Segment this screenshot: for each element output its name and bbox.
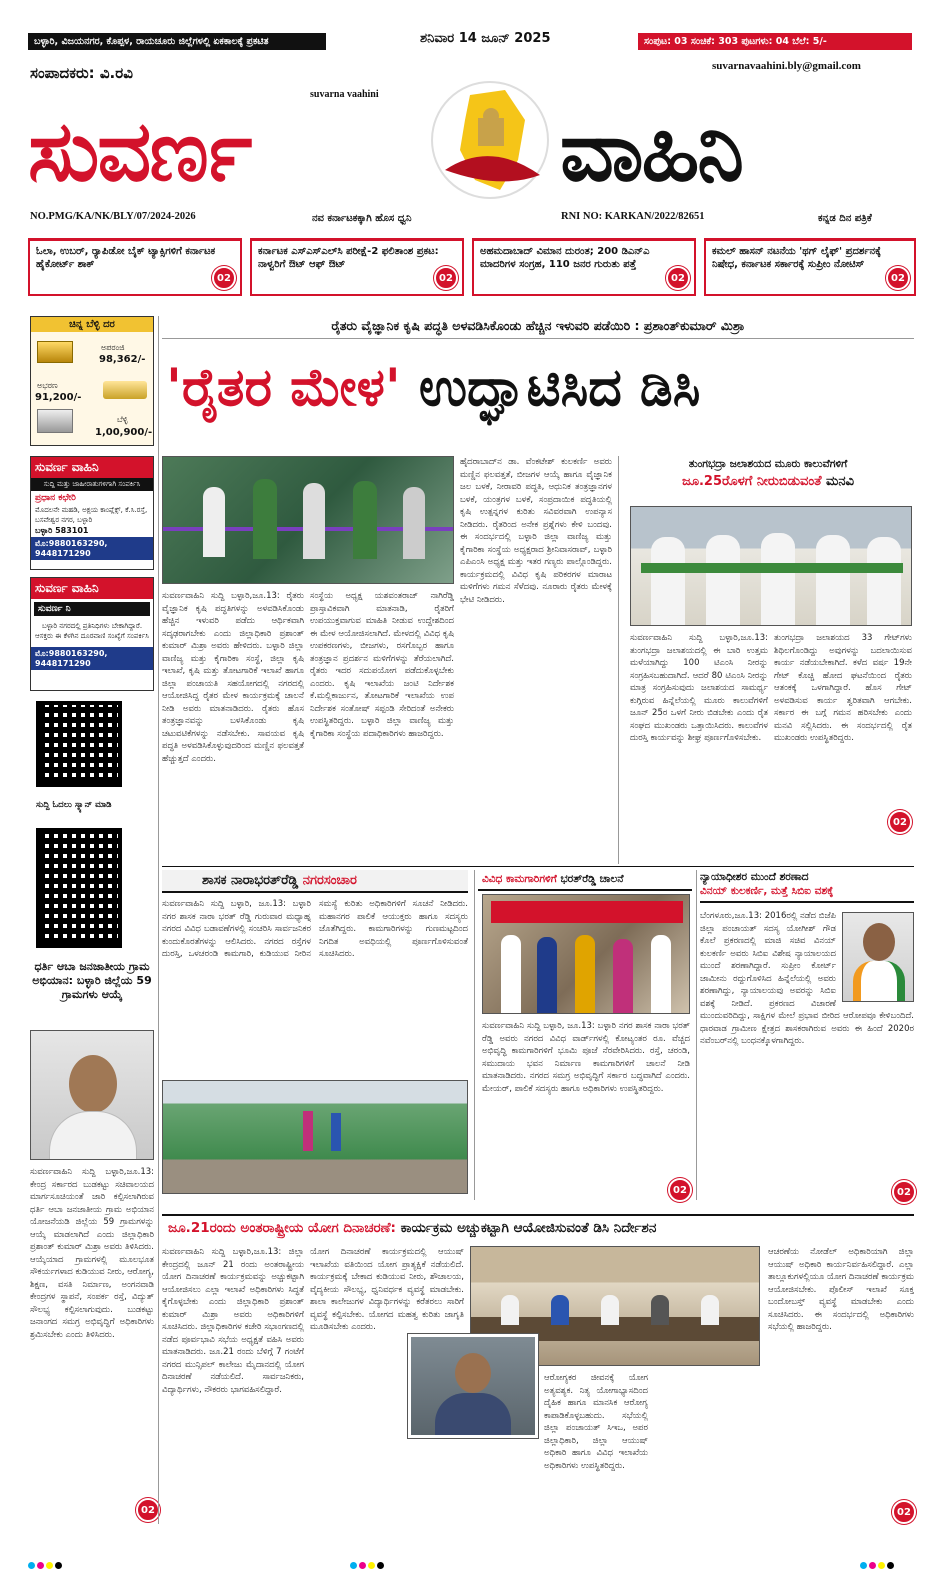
cmyk-marks-right xyxy=(860,1554,896,1573)
ad-phones: ಮೊ:9880163290, 9448171290 xyxy=(31,537,153,560)
tb-body-col2: ತುಂಗಭದ್ರಾ ಜಲಾಶಯದ 33 ಗೇಟ್‌ಗಳು ಶಿಥಿಲಗೊಂಡಿದ್ದು ಅವುಗಳನ್ನು ಬದಲಾಯಿಸುವ ಕಾರ್ಯ ನಡೆಯಬೇಕಾಗಿದೆ. ಕಳೆದ ವರ್ಷ 19ನೇ ಗೇಟ್ ಕೊಚ್ಚಿ ಹೋದ ಘಟನೆಯಿಂದ ರೈತರು ಆತಂಕಕ್ಕೆ ಒಳಗಾಗಿದ್ದಾರೆ. ಹೊಸ ಗೇಟ್ ಅಳವಡಿಸುವ ಕಾರ್ಯ ತ್ವರಿತವಾಗಿ ಆಗಬೇಕು. ಸರ್ಕಾರ ಈ ಬಗ್ಗೆ ಗಮನ ಹರಿಸಬೇಕು ಎಂದು ಮನವಿ ಸಲ್ಲಿಸಿದರು. ಈ ಸಂದರ್ಭದಲ್ಲಿ ರೈತ ಮುಖಂಡರು ಉಪಸ್ಥಿತರಿದ್ದರು. xyxy=(774,633,912,743)
silver-label: ಬೆಳ್ಳಿ xyxy=(117,415,128,424)
bharath-body: ಸುವರ್ಣವಾಹಿನಿ ಸುದ್ದಿ ಬಳ್ಳಾರಿ, ಜೂ.13: ಬಳ್ಳಾರಿ ನಗರ ಶಾಸಕ ನಾರಾ ಭರತ್ ರೆಡ್ಡಿ ಅವರು ನಗರದ ವಿವಿಧ ವಾರ್ಡ್‌ಗಳಲ್ಲಿ ಕೋಟ್ಯಂತರ ರೂ. ವೆಚ್ಚದ ಅಭಿವೃದ್ಧಿ ಕಾಮಗಾರಿಗಳಿಗೆ ಭೂಮಿ ಪೂಜೆ ನೆರವೇರಿಸಿದರು. ರಸ್ತೆ, ಚರಂಡಿ, ಸಮುದಾಯ ಭವನ ನಿರ್ಮಾಣ ಕಾಮಗಾರಿಗಳಿಗೆ ಚಾಲನೆ ನೀಡಿ ಮಾತನಾಡಿದರು. ನಗರದ ಸಮಗ್ರ ಅಭಿವೃದ್ಧಿಗೆ ಸರ್ಕಾರ ಬದ್ಧವಾಗಿದೆ ಎಂದರು. ಮೇಯರ್, ಪಾಲಿಕೆ ಸದಸ್ಯರು ಹಾಗೂ ಅಧಿಕಾರಿಗಳು ಉಪಸ್ಥಿತರಿದ್ದರು. xyxy=(482,1021,690,1094)
gold-rate-title: ಚಿನ್ನ ಬೆಳ್ಳಿ ದರ xyxy=(31,317,153,332)
ad-brand: ಸುವರ್ಣ ವಾಹಿನಿ xyxy=(31,457,153,478)
column-rule xyxy=(696,870,697,1200)
gold-label-2: ಅಭರಣ xyxy=(37,381,58,390)
teaser-item[interactable] xyxy=(704,238,916,296)
tagline: ನವ ಕರ್ನಾಟಕಕ್ಕಾಗಿ ಹೊಸ ಧ್ವನಿ xyxy=(312,213,412,224)
lead-photo xyxy=(162,456,454,584)
column-rule xyxy=(474,870,475,1200)
lead-body-col2: ಸಂಸ್ಥೆಯ ಅಧ್ಯಕ್ಷ ಯಶವಂತರಾಜ್ ನಾಗಿರೆಡ್ಡಿ ಪ್ರಾಸ್ತಾವಿಕವಾಗಿ ಮಾತನಾಡಿ, ರೈತರಿಗೆ ಉಪಯುಕ್ತವಾಗುವ ಮಾಹಿತಿ ನೀಡುವ ಉದ್ದೇಶದಿಂದ ಈ ಮೇಳ ಆಯೋಜಿಸಲಾಗಿದೆ. ಮೇಳದಲ್ಲಿ ವಿವಿಧ ಕೃಷಿ ಉಪಕರಣಗಳು, ಬೀಜಗಳು, ರಸಗೊಬ್ಬರ ಹಾಗೂ ತಂತ್ರಜ್ಞಾನ ಪ್ರದರ್ಶನ ಮಳಿಗೆಗಳನ್ನು ತೆರೆಯಲಾಗಿದೆ. ರೈತರು ಇದರ ಸದುಪಯೋಗ ಪಡೆದುಕೊಳ್ಳಬೇಕು ಎಂದರು. ಕೃಷಿ ಇಲಾಖೆಯ ಜಂಟಿ ನಿರ್ದೇಶಕ ಕೆ.ಮಲ್ಲಿಕಾರ್ಜುನ, ತೋಟಗಾರಿಕೆ ಇಲಾಖೆಯ ಉಪ ನಿರ್ದೇಶಕ ಸಂತೋಷ್ ಸಪ್ಪಂಡಿ ಸೇರಿದಂತೆ ಅನೇಕರು ಉಪಸ್ಥಿತರಿದ್ದರು. ಬಳ್ಳಾರಿ ಜಿಲ್ಲಾ ವಾಣಿಜ್ಯ ಮತ್ತು ಕೈಗಾರಿಕಾ ಸಂಸ್ಥೆಯ ಪದಾಧಿಕಾರಿಗಳು ಹಾಜರಿದ್ದರು. xyxy=(310,591,454,739)
teaser-item[interactable] xyxy=(250,238,464,296)
gold-value-2: 91,200/- xyxy=(35,392,82,403)
daily-label: ಕನ್ನಡ ದಿನ ಪತ್ರಿಕೆ xyxy=(818,213,872,224)
yoga-dc-photo xyxy=(408,1334,538,1438)
lead-body-col1: ಸುವರ್ಣವಾಹಿನಿ ಸುದ್ದಿ ಬಳ್ಳಾರಿ,ಜೂ.13: ರೈತರು ವೈಜ್ಞಾನಿಕ ಕೃಷಿ ಪದ್ಧತಿಗಳನ್ನು ಅಳವಡಿಸಿಕೊಂಡು ಹೆಚ್ಚಿನ ಇಳುವರಿ ಪಡೆದು ಆರ್ಥಿಕವಾಗಿ ಸದೃಢರಾಗಬೇಕು ಎಂದು ಜಿಲ್ಲಾಧಿಕಾರಿ ಪ್ರಶಾಂತ್ ಕುಮಾರ್ ಮಿಶ್ರಾ ಅವರು ಹೇಳಿದರು. ಬಳ್ಳಾರಿ ಜಿಲ್ಲಾ ವಾಣಿಜ್ಯ ಮತ್ತು ಕೈಗಾರಿಕಾ ಸಂಸ್ಥೆ, ಜಿಲ್ಲಾ ಕೃಷಿ ಇಲಾಖೆ, ಕೃಷಿ ಮತ್ತು ತೋಟಗಾರಿಕೆ ಇಲಾಖೆ ಹಾಗೂ ಜಿಲ್ಲಾ ಪಂಚಾಯತಿ ಸಹಯೋಗದಲ್ಲಿ ನಗರದಲ್ಲಿ ಆಯೋಜಿಸಿದ್ದ ರೈತರ ಮೇಳ ಕಾರ್ಯಕ್ರಮಕ್ಕೆ ಚಾಲನೆ ನೀಡಿ ಅವರು ಮಾತನಾಡಿದರು. ರೈತರು ಹೊಸ ತಂತ್ರಜ್ಞಾನವನ್ನು ಬಳಸಿಕೊಂಡು ಕೃಷಿ ಚಟುವಟಿಕೆಗಳನ್ನು ನಡೆಸಬೇಕು. ಸಾವಯವ ಕೃಷಿ ಪದ್ಧತಿ ಅಳವಡಿಸಿಕೊಳ್ಳುವುದರಿಂದ ಮಣ್ಣಿನ ಫಲವತ್ತತೆ ಹೆಚ್ಚುತ್ತದೆ ಎಂದರು. xyxy=(162,591,304,764)
ad-office: ಪ್ರಧಾನ ಕಛೇರಿ xyxy=(35,493,76,503)
ad-phones-2: ಮೊ:9880163290, 9448171290 xyxy=(31,647,153,670)
vinay-kicker: ನ್ಯಾಯಾಧೀಶರ ಮುಂದೆ ಶರಣಾದ xyxy=(700,871,809,883)
bharath-headline-red: ವಿವಿಧ ಕಾಮಗಾರಿಗಳಿಗೆ xyxy=(482,873,557,885)
gold-bar-icon xyxy=(37,341,73,363)
gold-label-1: ಅಪರಂಜಿ xyxy=(101,343,125,352)
page-badge: 02 xyxy=(668,1178,692,1202)
karnataka-logo xyxy=(430,80,550,210)
nagara-headline-red: ನಗರಸಂಚಾರ xyxy=(302,873,357,888)
page-badge: 02 xyxy=(434,266,458,290)
districts-banner: ಬಳ್ಳಾರಿ, ವಿಜಯನಗರ, ಕೊಪ್ಪಳ, ರಾಯಚೂರು ಜಿಲ್ಲೆಗಳಲ್ಲಿ ಏಕಕಾಲಕ್ಕೆ ಪ್ರಕಟಿತ xyxy=(28,33,326,50)
qr-code-icon-2[interactable] xyxy=(36,828,122,948)
vinay-headline: ವಿನಯ್ ಕುಲಕರ್ಣಿ, ಮತ್ತೆ ಸಿಬಿಐ ವಶಕ್ಕೆ xyxy=(700,885,834,897)
gold-value-1: 98,362/- xyxy=(99,354,146,365)
email: suvarnavaahini.bly@gmail.com xyxy=(712,60,861,72)
ad-wanted-text: ಬಳ್ಳಾರಿ ನಗರದಲ್ಲಿ ಪ್ರತಿನಿಧಿಗಳು ಬೇಕಾಗಿದ್ದಾರೆ. ಆಸಕ್ತರು ಈ ಕೆಳಗಿನ ದೂರವಾಣಿ ಸಂಖ್ಯೆಗೆ ಸಂಪರ್ಕಿಸಿ xyxy=(35,622,149,640)
dharti-headline: ಧರ್ತಿ ಆಬಾ ಜನಜಾತೀಯ ಗ್ರಾಮ ಅಭಿಯಾನ: ಬಳ್ಳಾರಿ ಜಿಲ್ಲೆಯ 59 ಗ್ರಾಮಗಳು ಆಯ್ಕೆ xyxy=(32,960,152,1001)
lead-headline-red: 'ರೈತರ ಮೇಳ' xyxy=(166,358,401,418)
tb-headline-black: ಮನವಿ xyxy=(826,474,855,489)
column-rule xyxy=(618,456,619,864)
tb-body-col1: ಸುವರ್ಣವಾಹಿನಿ ಸುದ್ದಿ ಬಳ್ಳಾರಿ,ಜೂ.13: ತುಂಗಭದ್ರಾ ಜಲಾಶಯದಲ್ಲಿ ಈ ಬಾರಿ ಉತ್ತಮ ಮಳೆಯಾಗಿದ್ದು 100 ಟಿಎಂಸಿ ನೀರನ್ನು ಸಂಗ್ರಹಿಸಬಹುದಾಗಿದೆ. ಆದರೆ 80 ಟಿಎಂಸಿ ನೀರನ್ನು ಮಾತ್ರ ಸಂಗ್ರಹಿಸುವುದು ಜಲಾಶಯದ ಸಾಮರ್ಥ್ಯ ಕುಗ್ಗಿರುವ ಹಿನ್ನೆಲೆಯಲ್ಲಿ ಮೂರು ಕಾಲುವೆಗಳಿಗೆ ಜೂನ್ 25ರ ಒಳಗೆ ನೀರು ಬಿಡಬೇಕು ಎಂದು ರೈತ ಸಂಘದ ಮುಖಂಡರು ಒತ್ತಾಯಿಸಿದರು. ಕಾಲುವೆಗಳ ದುರಸ್ತಿ ಕಾರ್ಯವನ್ನು ಶೀಘ್ರ ಪೂರ್ಣಗೊಳಿಸಬೇಕು. xyxy=(630,633,768,743)
bharath-photo xyxy=(482,894,690,1014)
ad-brand-2: ಸುವರ್ಣ ವಾಹಿನಿ xyxy=(31,578,153,599)
ad-line: ಸುದ್ದಿ ಮತ್ತು ಜಾಹೀರಾತುಗಳಿಗಾಗಿ ಸಂಪರ್ಕಿಸಿ xyxy=(31,478,153,491)
bharath-headline-black: ಭರತ್‌ರೆಡ್ಡಿ ಚಾಲನೆ xyxy=(560,873,624,885)
yoga-body-col2: ಯೋಗ ದಿನಾಚರಣೆ ಕಾರ್ಯಕ್ರಮದಲ್ಲಿ ಆಯುಷ್ ಇಲಾಖೆಯ ವತಿಯಿಂದ ಯೋಗ ಪ್ರಾತ್ಯಕ್ಷಿಕೆ ನಡೆಯಲಿದೆ. ಕಾರ್ಯಕ್ರಮಕ್ಕೆ ಬೇಕಾದ ಕುಡಿಯುವ ನೀರು, ಶೌಚಾಲಯ, ವೈದ್ಯಕೀಯ ಸೌಲಭ್ಯ, ಧ್ವನಿವರ್ಧಕ ವ್ಯವಸ್ಥೆ ಮಾಡಬೇಕು. ಶಾಲಾ ಕಾಲೇಜುಗಳ ವಿದ್ಯಾರ್ಥಿಗಳನ್ನು ಕರೆತರಲು ಸಾರಿಗೆ ವ್ಯವಸ್ಥೆ ಕಲ್ಪಿಸಬೇಕು. ಯೋಗದ ಮಹತ್ವ ಕುರಿತು ಜಾಗೃತಿ ಮೂಡಿಸಬೇಕು ಎಂದರು. xyxy=(310,1247,464,1332)
qr-caption: ಸುದ್ದಿ ಓದಲು ಸ್ಕ್ಯಾನ್ ಮಾಡಿ xyxy=(36,800,112,810)
vinay-body xyxy=(700,910,914,1198)
rni-no: RNI NO: KARKAN/2022/82651 xyxy=(561,211,705,222)
yoga-headline xyxy=(162,1214,914,1240)
masthead-title-right: ವಾಹಿನಿ xyxy=(560,102,742,200)
nagara-body: ಸುವರ್ಣವಾಹಿನಿ ಸುದ್ದಿ ಬಳ್ಳಾರಿ, ಜೂ.13: ಬಳ್ಳಾರಿ ನಗರ ಶಾಸಕ ನಾರಾ ಭರತ್ ರೆಡ್ಡಿ ಗುರುವಾರ ಮಧ್ಯಾಹ್ನ ನಗರದ ವಿವಿಧ ಬಡಾವಣೆಗಳಲ್ಲಿ ಸಂಚರಿಸಿ ಸಾರ್ವಜನಿಕರ ಕುಂದುಕೊರತೆಗಳನ್ನು ಆಲಿಸಿದರು. ನಗರದ ರಸ್ತೆಗಳ ದುರಸ್ತಿ, ಒಳಚರಂಡಿ ಕಾಮಗಾರಿ, ಕುಡಿಯುವ ನೀರಿನ ಸಮಸ್ಯೆ ಕುರಿತು ಅಧಿಕಾರಿಗಳಿಗೆ ಸೂಚನೆ ನೀಡಿದರು. ಮಹಾನಗರ ಪಾಲಿಕೆ ಆಯುಕ್ತರು ಹಾಗೂ ಸದಸ್ಯರು ಜೊತೆಗಿದ್ದರು. ಕಾಮಗಾರಿಗಳನ್ನು ಗುಣಮಟ್ಟದಿಂದ ನಿಗದಿತ ಅವಧಿಯಲ್ಲಿ ಪೂರ್ಣಗೊಳಿಸುವಂತೆ ಸೂಚಿಸಿದರು. xyxy=(162,899,468,959)
nagara-photo xyxy=(162,1080,468,1194)
page-badge: 02 xyxy=(136,1498,160,1522)
cmyk-marks-left xyxy=(28,1554,64,1573)
yoga-body-col3b xyxy=(654,1372,760,1524)
silver-value: 1,00,900/- xyxy=(95,427,153,438)
dc-portrait-photo xyxy=(30,1030,154,1160)
masthead-title-left: ಸುವರ್ಣ xyxy=(28,102,251,200)
postal-reg-no: NO.PMG/KA/NK/BLY/07/2024-2026 xyxy=(30,211,196,222)
issue-info: ಸಂಪುಟ: 03 ಸಂಚಿಕೆ: 303 ಪುಟಗಳು: 04 ಬೆಲೆ: 5/- xyxy=(638,33,912,50)
teaser-item[interactable] xyxy=(472,238,696,296)
ad-wanted-title: ಸುವರ್ಣ ನಿ xyxy=(34,602,150,616)
gold-ornament-icon xyxy=(103,381,147,399)
lead-headline-black: ಉದ್ಘಾಟಿಸಿದ ಡಿಸಿ xyxy=(418,358,701,418)
vinay-body-text: ಬೆಂಗಳೂರು,ಜೂ.13: 2016ರಲ್ಲಿ ನಡೆದ ಬಿಜೆಪಿ ಜಿಲ್ಲಾ ಪಂಚಾಯತ್ ಸದಸ್ಯ ಯೋಗೀಶ್ ಗೌಡ ಕೊಲೆ ಪ್ರಕರಣದಲ್ಲಿ ಮಾಜಿ ಸಚಿವ ವಿನಯ್ ಕುಲಕರ್ಣಿ ಅವರು ಸಿಬಿಐ ವಿಶೇಷ ನ್ಯಾಯಾಲಯದ ಮುಂದೆ ಶರಣಾಗಿದ್ದಾರೆ. ಸುಪ್ರೀಂ ಕೋರ್ಟ್ ಜಾಮೀನು ರದ್ದುಗೊಳಿಸಿದ ಹಿನ್ನೆಲೆಯಲ್ಲಿ ಅವರು ಶರಣಾಗಿದ್ದು, ನ್ಯಾಯಾಲಯವು ಅವರನ್ನು ಸಿಬಿಐ ವಶಕ್ಕೆ ನೀಡಿದೆ. ಪ್ರಕರಣದ ವಿಚಾರಣೆ ಮುಂದುವರಿದಿದ್ದು, ಸಾಕ್ಷಿಗಳ ಮೇಲೆ ಪ್ರಭಾವ ಬೀರಿದ ಆರೋಪವೂ ಕೇಳಿಬಂದಿದೆ. ಧಾರವಾಡ ಗ್ರಾಮೀಣ ಕ್ಷೇತ್ರದ ಶಾಸಕರಾಗಿರುವ ಅವರು ಈ ಹಿಂದೆ 2020ರ ನವೆಂಬರ್‌ನಲ್ಲಿ ಬಂಧನಕ್ಕೊಳಗಾಗಿದ್ದರು. xyxy=(700,911,914,1046)
column-rule xyxy=(158,316,159,1524)
tb-kicker: ತುಂಗಭದ್ರಾ ಜಲಾಶಯದ ಮೂರು ಕಾಲುವೆಗಳಿಗೆ xyxy=(688,458,848,470)
wanted-ad xyxy=(30,577,154,691)
gold-rate-box xyxy=(30,316,154,446)
teaser-text: ಓಲಾ, ಉಬರ್, ರ್‍ಯಾಪಿಡೋ ಬೈಕ್ ಟ್ಯಾಕ್ಸಿಗಳಿಗೆ ಕರ್ನಾಟಕ ಹೈಕೋರ್ಟ್ ಶಾಕ್ xyxy=(36,246,216,270)
lead-headline xyxy=(166,340,700,436)
teaser-text: ಅಹಮದಾಬಾದ್ ವಿಮಾನ ದುರಂತ; 200 ಡಿಎನ್‌ಎ ಮಾದರಿಗಳ ಸಂಗ್ರಹ, 110 ಜನರ ಗುರುತು ಪತ್ತೆ xyxy=(480,246,650,270)
brand-small: suvarna vaahini xyxy=(310,89,379,100)
editor-name: ಸಂಪಾದಕರು: ವಿ.ರವಿ xyxy=(30,64,133,82)
yoga-headline-red: ಜೂ.21ರಂದು ಅಂತರಾಷ್ಟ್ರೀಯ ಯೋಗ ದಿನಾಚರಣೆ: xyxy=(168,1220,396,1236)
nagara-headline-black: ಶಾಸಕ ನಾರಾಭರತ್‌ರೆಡ್ಡಿ xyxy=(202,873,299,888)
teaser-item[interactable] xyxy=(28,238,242,296)
page-badge: 02 xyxy=(892,1180,916,1204)
page-badge: 02 xyxy=(888,810,912,834)
bharath-headline xyxy=(478,870,692,891)
tb-photo xyxy=(630,506,912,626)
yoga-body-col1: ಸುವರ್ಣವಾಹಿನಿ ಸುದ್ದಿ ಬಳ್ಳಾರಿ,ಜೂ.13: ಜಿಲ್ಲಾ ಕೇಂದ್ರದಲ್ಲಿ ಜೂನ್ 21 ರಂದು ಅಂತರಾಷ್ಟ್ರೀಯ ಯೋಗ ದಿನಾಚರಣೆ ಕಾರ್ಯಕ್ರಮವನ್ನು ಅಚ್ಚುಕಟ್ಟಾಗಿ ಆಯೋಜಿಸಲು ಎಲ್ಲಾ ಇಲಾಖೆ ಅಧಿಕಾರಿಗಳು ಸಿದ್ಧತೆ ಕೈಗೊಳ್ಳಬೇಕು ಎಂದು ಜಿಲ್ಲಾಧಿಕಾರಿ ಪ್ರಶಾಂತ್ ಕುಮಾರ್ ಮಿಶ್ರಾ ಅವರು ಅಧಿಕಾರಿಗಳಿಗೆ ಸೂಚಿಸಿದರು. ಜಿಲ್ಲಾಧಿಕಾರಿಗಳ ಕಚೇರಿ ಸಭಾಂಗಣದಲ್ಲಿ ನಡೆದ ಪೂರ್ವಭಾವಿ ಸಭೆಯ ಅಧ್ಯಕ್ಷತೆ ವಹಿಸಿ ಅವರು ಮಾತನಾಡಿದರು. ಜೂ.21 ರಂದು ಬೆಳಿಗ್ಗೆ 7 ಗಂಟೆಗೆ ನಗರದ ಮುನ್ಸಿಪಲ್ ಕಾಲೇಜು ಮೈದಾನದಲ್ಲಿ ಯೋಗ ದಿನಾಚರಣೆ ನಡೆಯಲಿದೆ. ಸಾರ್ವಜನಿಕರು, ವಿದ್ಯಾರ್ಥಿಗಳು, ನೌಕರರು ಭಾಗವಹಿಸಲಿದ್ದಾರೆ. xyxy=(162,1247,304,1395)
yoga-headline-black: ಕಾರ್ಯಕ್ರಮ ಅಚ್ಚುಕಟ್ಟಾಗಿ ಆಯೋಜಿಸುವಂತೆ ಡಿಸಿ ನಿರ್ದೇಶನ xyxy=(400,1220,657,1236)
dharti-body: ಸುವರ್ಣವಾಹಿನಿ ಸುದ್ದಿ ಬಳ್ಳಾರಿ,ಜೂ.13: ಕೇಂದ್ರ ಸರ್ಕಾರದ ಬುಡಕಟ್ಟು ಸಚಿವಾಲಯದ ಮಾರ್ಗಸೂಚಿಯಂತೆ ಜಾರಿ ಕಲ್ಪಿಸಲಾಗಿರುವ ಧರ್ತಿ ಆಬಾ ಜನಜಾತೀಯ ಗ್ರಾಮ ಅಭಿಯಾನ ಯೋಜನೆಯಡಿ ಜಿಲ್ಲೆಯ 59 ಗ್ರಾಮಗಳನ್ನು ಆಯ್ಕೆ ಮಾಡಲಾಗಿದೆ ಎಂದು ಜಿಲ್ಲಾಧಿಕಾರಿ ಪ್ರಶಾಂತ್ ಕುಮಾರ್ ಮಿಶ್ರಾ ಅವರು ತಿಳಿಸಿದರು. ಆಯ್ಕೆಯಾದ ಗ್ರಾಮಗಳಲ್ಲಿ ಮೂಲಭೂತ ಸೌಕರ್ಯಗಳಾದ ಕುಡಿಯುವ ನೀರು, ಆರೋಗ್ಯ, ಶಿಕ್ಷಣ, ವಸತಿ ನಿರ್ಮಾಣ, ಅಂಗನವಾಡಿ ಕೇಂದ್ರಗಳ ಸ್ಥಾಪನೆ, ಸಂಪರ್ಕ ರಸ್ತೆ, ವಿದ್ಯುತ್ ಸೌಲಭ್ಯ ಕಲ್ಪಿಸಲಾಗುವುದು. ಬುಡಕಟ್ಟು ಜನಾಂಗದ ಸಮಗ್ರ ಅಭಿವೃದ್ಧಿಗೆ ಅಧಿಕಾರಿಗಳು ಶ್ರಮಿಸಬೇಕು ಎಂದು ತಿಳಿಸಿದರು. xyxy=(30,1167,154,1340)
lead-kicker: ರೈತರು ವೈಜ್ಞಾನಿಕ ಕೃಷಿ ಪದ್ಧತಿ ಅಳವಡಿಸಿಕೊಂಡು ಹೆಚ್ಚಿನ ಇಳುವರಿ ಪಡೆಯಿರಿ : ಪ್ರಶಾಂತ್‌ಕುಮಾರ್ ಮಿಶ್ರಾ xyxy=(162,318,914,339)
ad-address: ಮೊದಲನೇ ಮಹಡಿ, ಅಕ್ಷಯ ಕಾಂಪ್ಲೆಕ್ಸ್, ಕೆ.ಸಿ.ರಸ್ತೆ, ಬಸವೇಶ್ವರ ನಗರ, ಬಳ್ಳಾರಿ xyxy=(35,506,148,524)
page-badge: 02 xyxy=(666,266,690,290)
nagara-headline xyxy=(162,870,468,893)
yoga-body-col3: ಆರೋಗ್ಯಕರ ಜೀವನಕ್ಕೆ ಯೋಗ ಅತ್ಯವಶ್ಯಕ. ನಿತ್ಯ ಯೋಗಾಭ್ಯಾಸದಿಂದ ದೈಹಿಕ ಹಾಗೂ ಮಾನಸಿಕ ಆರೋಗ್ಯ ಕಾಪಾಡಿಕೊಳ್ಳಬಹುದು. ಸಭೆಯಲ್ಲಿ ಜಿಲ್ಲಾ ಪಂಚಾಯತ್ ಸಿಇಒ, ಅಪರ ಜಿಲ್ಲಾಧಿಕಾರಿ, ಜಿಲ್ಲಾ ಆಯುಷ್ ಅಧಿಕಾರಿ ಹಾಗೂ ವಿವಿಧ ಇಲಾಖೆಯ ಅಧಿಕಾರಿಗಳು ಉಪಸ್ಥಿತರಿದ್ದರು. xyxy=(544,1373,648,1471)
issue-date: ಶನಿವಾರ 14 ಜೂನ್ 2025 xyxy=(420,31,551,46)
yoga-body-col4: ಆಚರಣೆಯ ನೋಡೆಲ್ ಅಧಿಕಾರಿಯಾಗಿ ಜಿಲ್ಲಾ ಆಯುಷ್ ಅಧಿಕಾರಿ ಕಾರ್ಯನಿರ್ವಹಿಸಲಿದ್ದಾರೆ. ಎಲ್ಲಾ ತಾಲ್ಲೂಕುಗಳಲ್ಲಿಯೂ ಯೋಗ ದಿನಾಚರಣೆ ಕಾರ್ಯಕ್ರಮ ಆಯೋಜಿಸಬೇಕು. ಪೊಲೀಸ್ ಇಲಾಖೆ ಸೂಕ್ತ ಬಂದೋಬಸ್ತ್ ವ್ಯವಸ್ಥೆ ಮಾಡಬೇಕು ಎಂದು ಸೂಚಿಸಿದರು. ಈ ಸಂದರ್ಭದಲ್ಲಿ ಅಧಿಕಾರಿಗಳು ಸಭೆಯಲ್ಲಿ ಹಾಜರಿದ್ದರು. xyxy=(768,1247,914,1332)
page-badge: 02 xyxy=(886,266,910,290)
vinay-photo-spacer xyxy=(836,910,914,1004)
teaser-text: ಕರ್ನಾಟಕ ಎಸ್‌ಎಸ್‌ಎಲ್‌ಸಿ ಪರೀಕ್ಷೆ-2 ಫಲಿತಾಂಶ ಪ್ರಕಟ: ನಾಳ್ವರಿಗೆ ಔಟ್ ಆಫ್ ಔಟ್ xyxy=(258,246,439,270)
page-badge: 02 xyxy=(892,1500,916,1524)
cmyk-marks-mid xyxy=(350,1554,386,1573)
tb-headline xyxy=(622,474,914,489)
qr-code-icon[interactable] xyxy=(36,701,122,787)
vinay-headline-block xyxy=(700,870,914,903)
lead-body-col3: ಹೈದರಾಬಾದ್‌ನ ಡಾ. ವೆಂಕಟೇಶ್ ಕುಲಕರ್ಣಿ ಅವರು ಮಣ್ಣಿನ ಫಲವತ್ತತೆ, ಬೀಜಗಳ ಆಯ್ಕೆ ಹಾಗೂ ವೈಜ್ಞಾನಿಕ ಜಲ ಬಳಕೆ, ನೀರಾವರಿ ಪದ್ಧತಿ, ಆಧುನಿಕ ತಂತ್ರಜ್ಞಾನಗಳ ಬಳಕೆ, ಯಂತ್ರಗಳ ಬಳಕೆ, ಸಂಪ್ರದಾಯಿಕ ಪದ್ಧತಿಯಲ್ಲಿ ಕೃಷಿ ಉತ್ಪನ್ನಗಳ ಕುರಿತು ಸವಿವರವಾಗಿ ಉಪನ್ಯಾಸ ನೀಡಿದರು. ರೈತರಿಂದ ಅನೇಕ ಪ್ರಶ್ನೆಗಳು ಕೇಳಿ ಬಂದವು. ಈ ಸಂದರ್ಭದಲ್ಲಿ ಬಳ್ಳಾರಿ ಜಿಲ್ಲಾ ವಾಣಿಜ್ಯ ಮತ್ತು ಕೈಗಾರಿಕಾ ಸಂಸ್ಥೆಯ ಅಧ್ಯಕ್ಷರಾದ ಶ್ರೀನಿವಾಸರಾವ್, ಬಳ್ಳಾರಿ ಎಪಿಎಂಸಿ ಅಧ್ಯಕ್ಷ ಮತ್ತು ಇತರ ಗಣ್ಯರು ಪಾಲ್ಗೊಂಡಿದ್ದರು. ಕಾರ್ಯಕ್ರಮದಲ್ಲಿ ವಿವಿಧ ಕೃಷಿ ಪರಿಕರಗಳ ಮಾರಾಟ ಮಳಿಗೆಗಳು ಗಮನ ಸೆಳೆದವು. ನೂರಾರು ರೈತರು ಮೇಳಕ್ಕೆ ಭೇಟಿ ನೀಡಿದರು. xyxy=(460,457,612,605)
contact-ad xyxy=(30,456,154,570)
silver-bar-icon xyxy=(37,409,73,433)
ad-pin: ಬಳ್ಳಾರಿ 583101 xyxy=(35,526,89,535)
page-badge: 02 xyxy=(212,266,236,290)
tb-headline-red: ಜೂ.25ರೊಳಗೆ ನೀರುಬಿಡುವಂತೆ xyxy=(681,474,822,489)
row-rule xyxy=(162,866,914,867)
teaser-text: ಕಮಲ್ ಹಾಸನ್ ನಟನೆಯ 'ಥಗ್ ಲೈಫ್' ಪ್ರದರ್ಶನಕ್ಕೆ ನಿಷೇಧ, ಕರ್ನಾಟಕ ಸರ್ಕಾರಕ್ಕೆ ಸುಪ್ರೀಂ ನೋಟಿಸ್ xyxy=(712,246,881,270)
